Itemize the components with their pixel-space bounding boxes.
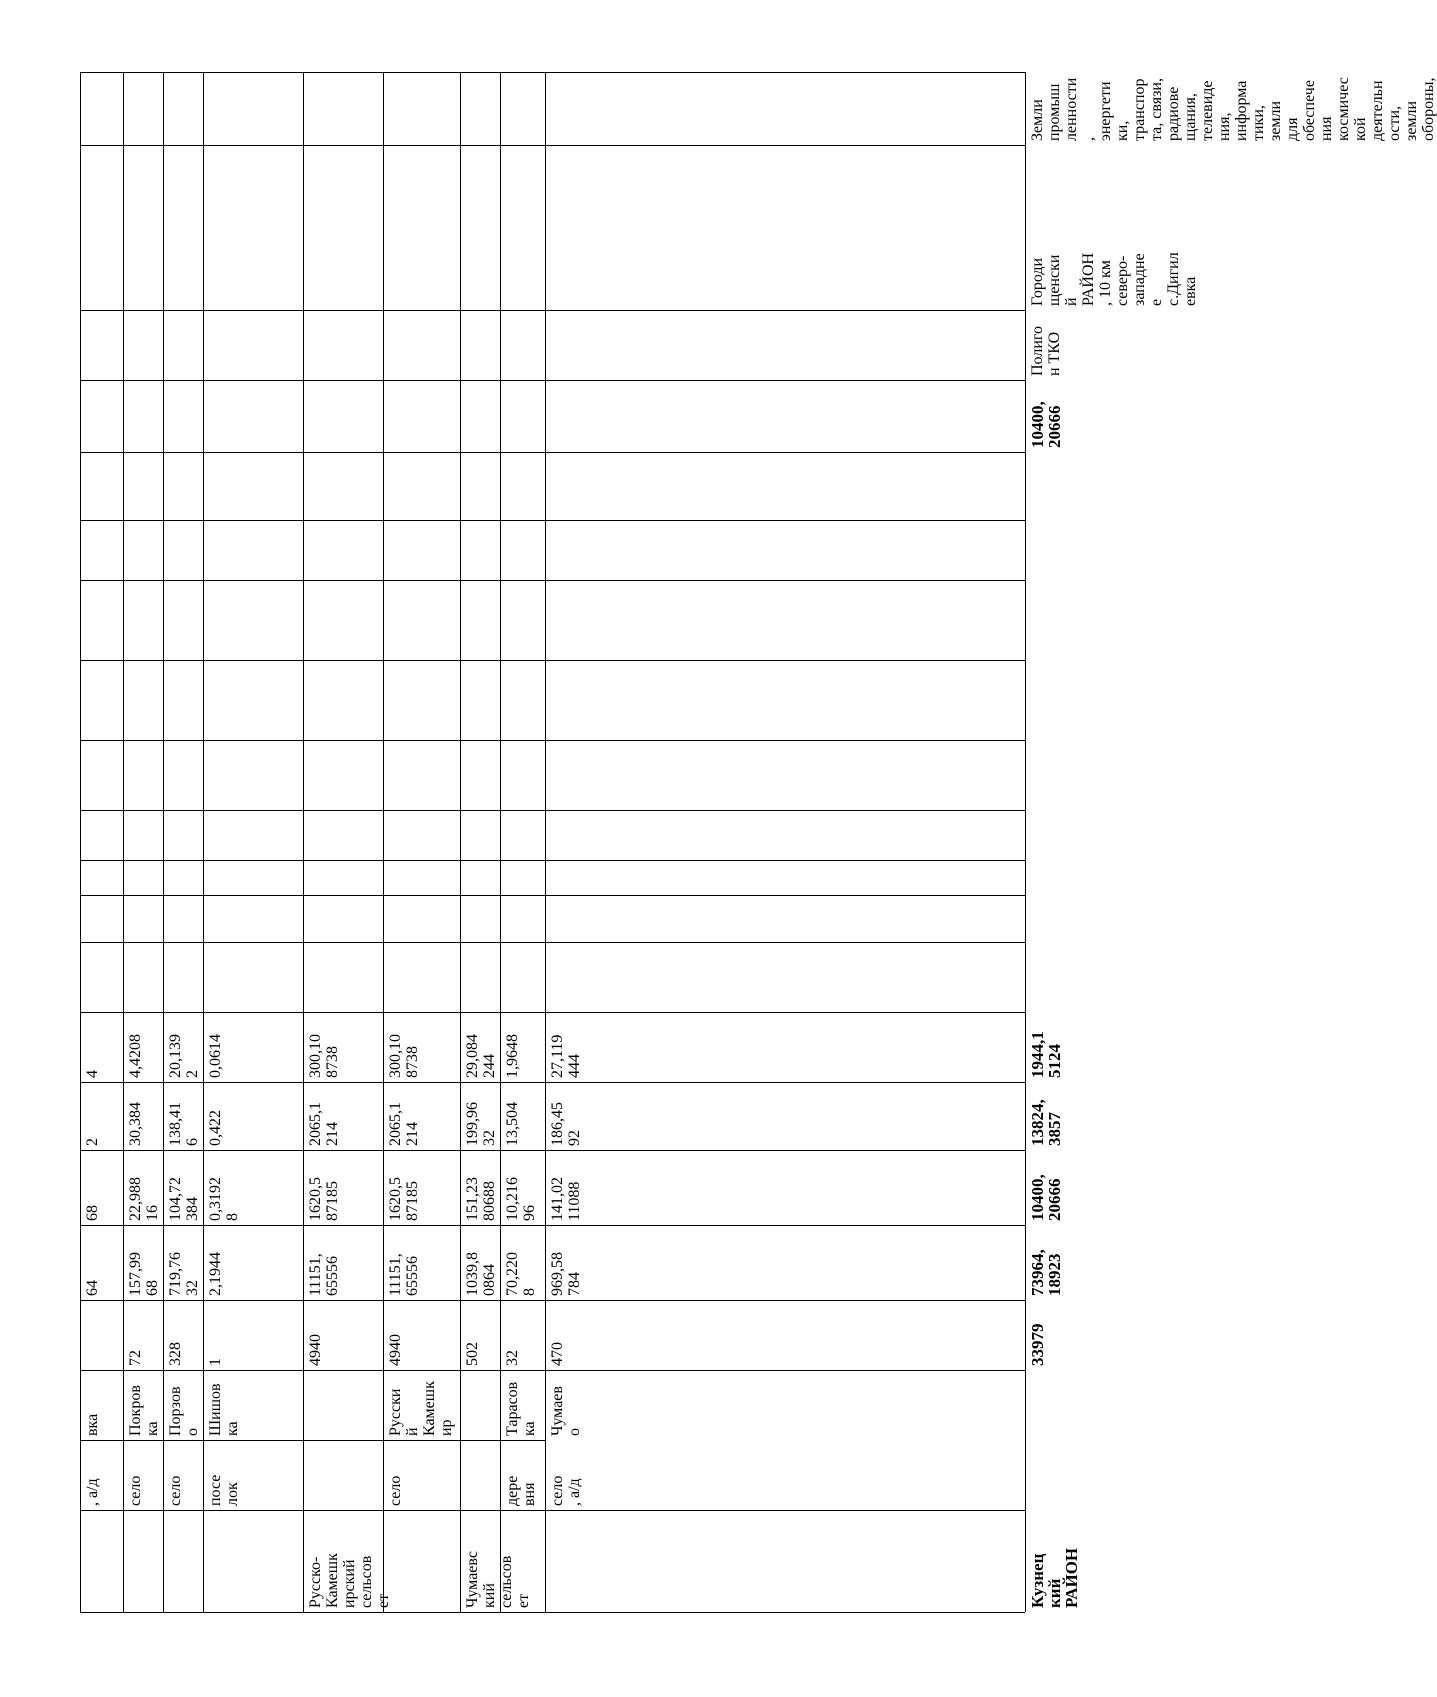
- cell-text: 1,9648: [504, 1034, 521, 1078]
- cell-text: 0,3192 8: [207, 1177, 241, 1221]
- cell-text: посе лок: [207, 1474, 241, 1506]
- table-cell: [500, 1225, 545, 1300]
- table-rule: [80, 740, 545, 741]
- table-cell: [123, 1225, 163, 1300]
- table-cell: [203, 1300, 303, 1370]
- table-cell: [123, 1082, 163, 1150]
- cell-text: 10,216 96: [504, 1177, 538, 1221]
- cell-text: 0,422: [207, 1110, 224, 1146]
- table-cell: [545, 1370, 1025, 1440]
- table-cell: [383, 1082, 460, 1150]
- table-rule: [545, 310, 1025, 311]
- table-rule: [303, 72, 304, 1612]
- table-cell: [203, 1150, 303, 1225]
- cell-text: 29,084 244: [464, 1034, 498, 1078]
- cell-text: 104,72 384: [167, 1177, 201, 1221]
- cell-text: 2,1944: [207, 1252, 224, 1296]
- table-rule: [545, 580, 1025, 581]
- table-cell: [123, 1370, 163, 1440]
- cell-text: 73964, 18923: [1028, 1249, 1064, 1296]
- table-rule: [545, 740, 1025, 741]
- cell-text: 0,0614: [207, 1034, 224, 1078]
- cell-text: 4: [84, 1070, 101, 1078]
- cell-text: 186,45 92: [549, 1102, 583, 1146]
- cell-text: село: [127, 1475, 144, 1506]
- cell-text: 300,10 8738: [387, 1034, 421, 1078]
- cell-text: 70,220 8: [504, 1252, 538, 1296]
- cell-text: Покров ка: [127, 1385, 161, 1436]
- cell-text: 10400, 20666: [1028, 1174, 1064, 1221]
- cell-text: 10400, 20666: [1028, 401, 1064, 448]
- table-rule: [460, 72, 461, 1612]
- table-cell: [460, 1225, 500, 1300]
- cell-text: 199,96 32: [464, 1102, 498, 1146]
- table-cell: [383, 1300, 460, 1370]
- table-cell: [460, 1510, 532, 1612]
- cell-text: 11151, 65556: [387, 1253, 421, 1296]
- cell-text: 1620,5 87185: [387, 1177, 421, 1221]
- cell-text: 72: [127, 1350, 144, 1366]
- cell-text: 151,23 80688: [464, 1177, 498, 1221]
- table-rule: [545, 452, 1025, 453]
- table-cell: [303, 1510, 392, 1612]
- cell-text: село , а/д: [549, 1475, 583, 1506]
- cell-text: вка: [84, 1413, 101, 1436]
- cell-text: , а/д: [84, 1478, 101, 1506]
- table-cell: [460, 1150, 500, 1225]
- cell-text: 68: [84, 1205, 101, 1221]
- table-rule: [80, 810, 545, 811]
- table-cell: [545, 1440, 1025, 1510]
- cell-text: 33979: [1028, 1323, 1047, 1366]
- cell-text: Чумаев о: [549, 1386, 583, 1436]
- table-cell: [163, 1082, 203, 1150]
- table-cell: [545, 1300, 1025, 1370]
- table-rule: [80, 452, 545, 453]
- table-cell: [80, 1012, 123, 1082]
- cell-text: село: [167, 1475, 184, 1506]
- table-cell: [163, 1370, 203, 1440]
- table-cell: [500, 1012, 545, 1082]
- table-cell: [80, 1300, 123, 1370]
- cell-text: 2065,1 214: [307, 1102, 341, 1146]
- cell-text: 32: [504, 1350, 521, 1366]
- cell-text: 64: [84, 1280, 101, 1296]
- table-cell: [500, 1300, 545, 1370]
- table-cell: [383, 1370, 460, 1440]
- table-cell: [80, 1082, 123, 1150]
- table-rule: [80, 145, 545, 146]
- cell-text: 719,76 32: [167, 1252, 201, 1296]
- table-cell: [123, 1440, 163, 1510]
- cell-text: 470: [549, 1342, 566, 1366]
- table-rule: [545, 520, 1025, 521]
- cell-text: 300,10 8738: [307, 1034, 341, 1078]
- table-rule: [545, 660, 1025, 661]
- table-rule: [545, 380, 1025, 381]
- table-cell: [203, 1225, 303, 1300]
- table-rule: [80, 1612, 1025, 1613]
- cell-text: Порзов о: [167, 1386, 201, 1436]
- table-cell: [460, 1012, 500, 1082]
- table-cell: [163, 1012, 203, 1082]
- cell-text: 27,119 444: [549, 1034, 583, 1078]
- cell-text: дере вня: [504, 1475, 538, 1506]
- cell-text: Шишов ка: [207, 1383, 241, 1436]
- cell-text: 2065,1 214: [387, 1102, 421, 1146]
- cell-text: 20,139 2: [167, 1034, 201, 1078]
- table-rule: [80, 895, 545, 896]
- table-cell: [80, 1225, 123, 1300]
- table-cell: [80, 1440, 123, 1510]
- table-rule: [80, 860, 545, 861]
- cell-text: 4940: [307, 1334, 324, 1366]
- table-cell: [500, 1150, 545, 1225]
- table-cell: [500, 1082, 545, 1150]
- cell-text: 328: [167, 1342, 184, 1366]
- cell-text: 2: [84, 1138, 101, 1146]
- table-rule: [80, 520, 545, 521]
- cell-text: Земли промыш ленности , энергети ки, транспор та, связи, радиове щания, телевиде ния, информа тики, земли для обеспече ния космичес кой деятельн ости, земли обороны,: [1029, 77, 1437, 141]
- cell-text: 11151, 65556: [307, 1253, 341, 1296]
- table-rule: [80, 660, 545, 661]
- cell-text: 1: [207, 1358, 224, 1366]
- table-cell: [545, 1082, 1025, 1150]
- table-cell: [303, 1012, 383, 1082]
- table-cell: [203, 1370, 303, 1440]
- table-cell: [163, 1225, 203, 1300]
- cell-text: 4,4208: [127, 1034, 144, 1078]
- cell-text: 1039,8 0864: [464, 1252, 498, 1296]
- table-rule: [80, 580, 545, 581]
- cell-text: 13824, 3857: [1028, 1099, 1064, 1146]
- table-rule: [545, 1510, 1025, 1511]
- cell-text: Русски й Камешк ир: [387, 1381, 455, 1436]
- table-cell: [203, 1440, 303, 1510]
- cell-text: Полиго н ТКО: [1029, 325, 1063, 376]
- table-cell: [545, 1150, 1025, 1225]
- table-cell: [500, 1440, 545, 1510]
- cell-text: 4940: [387, 1334, 404, 1366]
- table-cell: [460, 1082, 500, 1150]
- table-cell: [383, 1012, 460, 1082]
- cell-text: 22,988 16: [127, 1177, 161, 1221]
- cell-text: 969,58 784: [549, 1252, 583, 1296]
- table-cell: [460, 1300, 500, 1370]
- table-rule: [80, 380, 545, 381]
- table-rule: [80, 310, 545, 311]
- table-rule: [545, 895, 1025, 896]
- table-cell: [303, 1225, 383, 1300]
- table-cell: [383, 1150, 460, 1225]
- table-rule: [545, 860, 1025, 861]
- table-rule: [545, 145, 1025, 146]
- table-cell: [545, 1012, 1025, 1082]
- table-cell: [163, 1150, 203, 1225]
- table-rule: [80, 942, 545, 943]
- table-cell: [123, 1150, 163, 1225]
- table-rule: [545, 810, 1025, 811]
- table-cell: [383, 1440, 460, 1510]
- table-cell: [163, 1300, 203, 1370]
- cell-text: Кузнец кий РАЙОН: [1028, 1547, 1081, 1608]
- cell-text: Тарасов ка: [504, 1381, 538, 1436]
- table-rule: [1025, 72, 1026, 1612]
- table-cell: [123, 1300, 163, 1370]
- cell-text: 157,99 68: [127, 1252, 161, 1296]
- table-cell: [80, 1510, 123, 1612]
- table-cell: [123, 1012, 163, 1082]
- cell-text: 30,384: [127, 1102, 144, 1146]
- cell-text: 138,41 6: [167, 1102, 201, 1146]
- cell-text: Чумаевс кий сельсов ет: [464, 1551, 532, 1608]
- table-cell: [163, 1440, 203, 1510]
- cell-text: 1944,1 5124: [1028, 1031, 1064, 1078]
- cell-text: Городи щенски й РАЙОН , 10 км северо- западне е с.Дигил евка: [1029, 252, 1199, 306]
- table-cell: [80, 1370, 123, 1440]
- table-cell: [80, 1150, 123, 1225]
- cell-text: село: [387, 1475, 404, 1506]
- table-rule: [80, 72, 1025, 73]
- cell-text: 13,504: [504, 1102, 521, 1146]
- table-cell: [203, 1082, 303, 1150]
- cell-text: 502: [464, 1342, 481, 1366]
- table-cell: [303, 1300, 383, 1370]
- table-cell: [545, 1225, 1025, 1300]
- table-cell: [303, 1082, 383, 1150]
- cell-text: 1620,5 87185: [307, 1177, 341, 1221]
- table-cell: [203, 1012, 303, 1082]
- table-cell: [383, 1225, 460, 1300]
- cell-text: 141,02 11088: [549, 1177, 583, 1221]
- table-rule: [545, 942, 1025, 943]
- table-cell: [303, 1150, 383, 1225]
- table-cell: [500, 1370, 545, 1440]
- cell-text: Русско- Камешк ирский сельсов ет: [307, 1553, 392, 1608]
